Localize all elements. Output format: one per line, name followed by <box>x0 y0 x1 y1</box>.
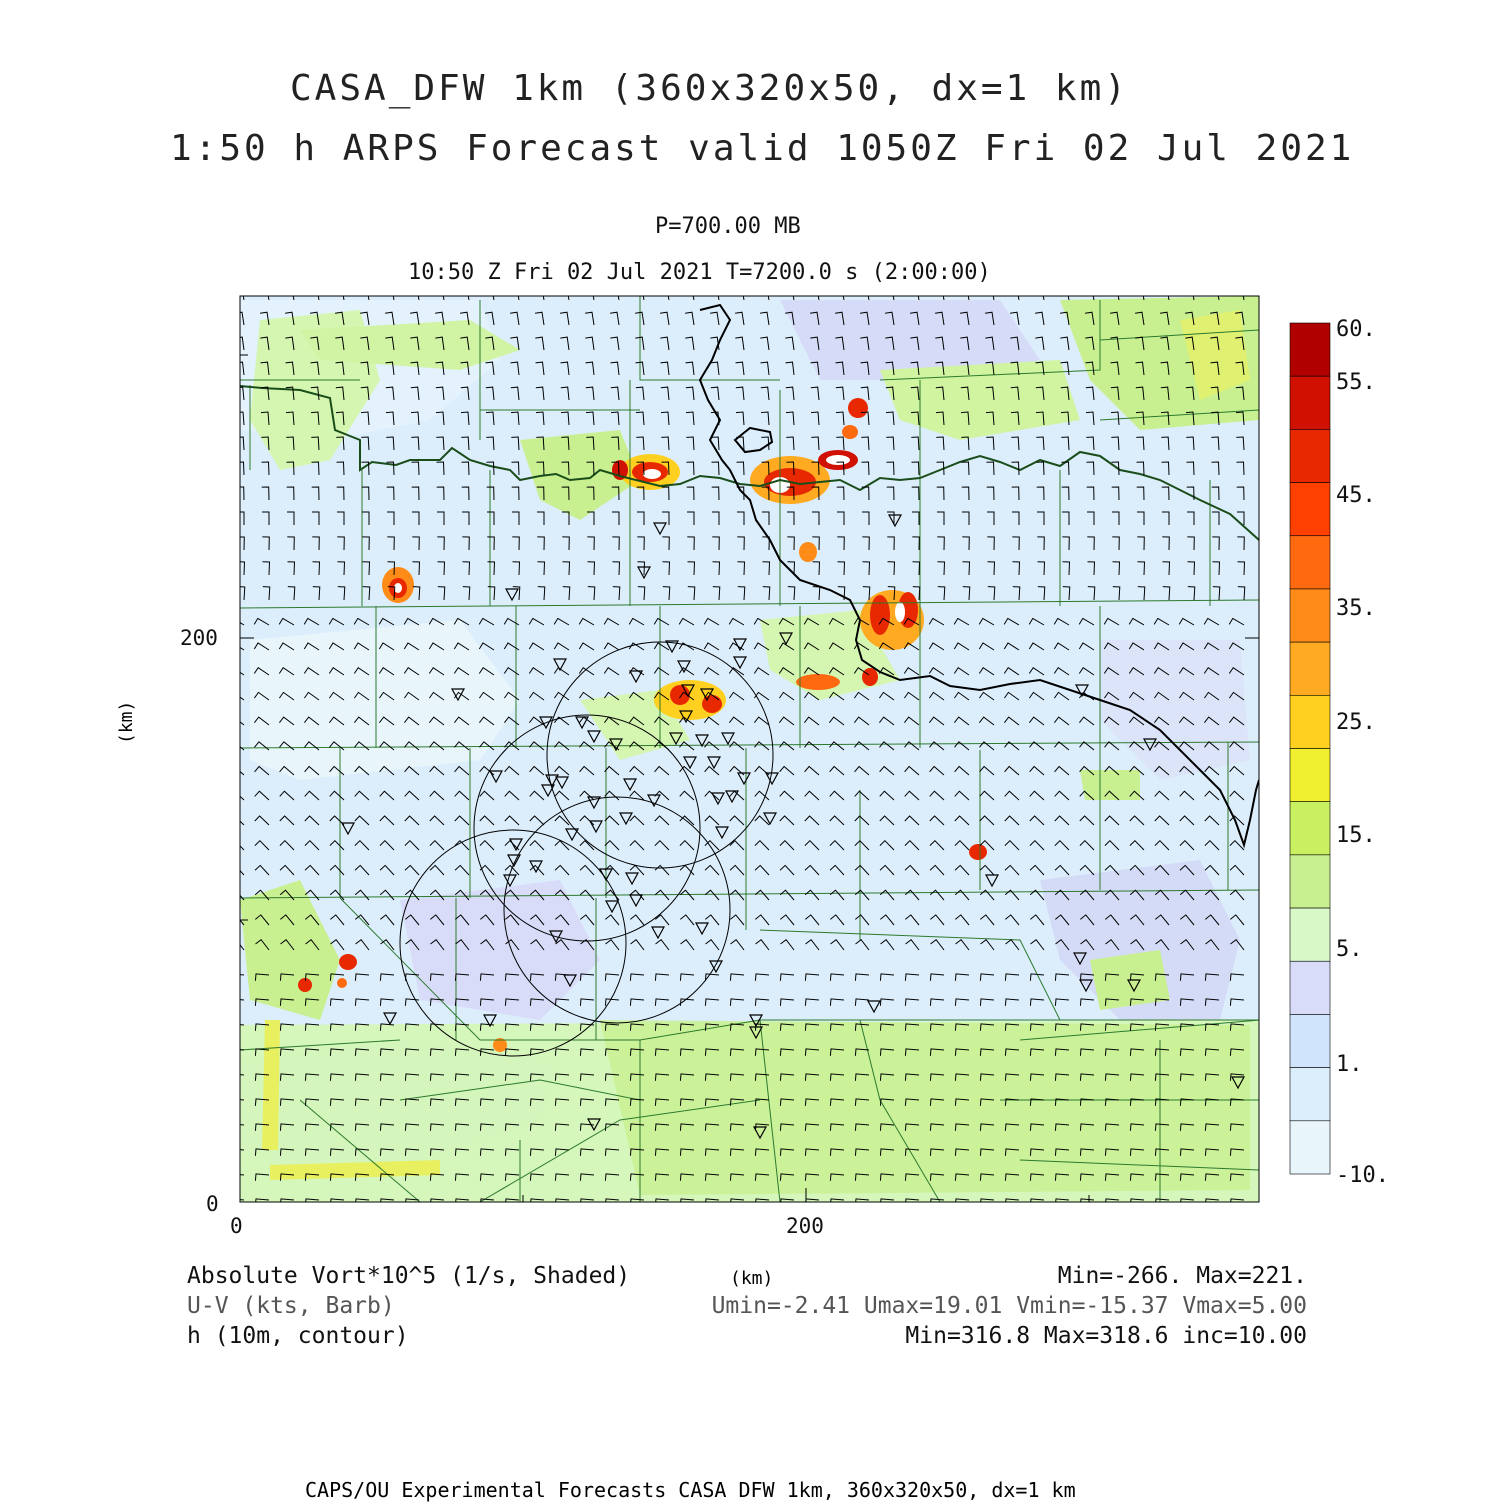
colorbar-swatch <box>1290 483 1330 536</box>
colorbar-label: -10. <box>1336 1163 1389 1188</box>
colorbar-swatch <box>1290 429 1330 482</box>
y-tick-200: 200 <box>180 626 218 650</box>
title-line-2: 1:50 h ARPS Forecast valid 1050Z Fri 02 Jul 2021 <box>170 128 1355 169</box>
colorbar-label: 55. <box>1336 370 1376 395</box>
colorbar-swatch <box>1290 589 1330 642</box>
colorbar <box>1290 317 1389 1188</box>
colorbar-swatch <box>1290 1121 1330 1174</box>
y-axis-label: (km) <box>116 700 137 744</box>
legend-field-3: h (10m, contour) <box>187 1323 409 1349</box>
x-tick-0: 0 <box>230 1214 243 1238</box>
legend-field-3-stats: Min=316.8 Max=318.6 inc=10.00 <box>905 1323 1307 1349</box>
colorbar-swatch <box>1290 749 1330 802</box>
pressure-level: P=700.00 MB <box>655 214 801 239</box>
colorbar-swatch <box>1290 908 1330 961</box>
colorbar-swatch <box>1290 1014 1330 1067</box>
colorbar-swatch <box>1290 376 1330 429</box>
colorbar-label: 1. <box>1336 1052 1363 1077</box>
title-line-1: CASA_DFW 1km (360x320x50, dx=1 km) <box>290 68 1129 109</box>
colorbar-swatch <box>1290 695 1330 748</box>
colorbar-swatch <box>1290 1068 1330 1121</box>
colorbar-swatch <box>1290 961 1330 1014</box>
colorbar-label: 45. <box>1336 483 1376 508</box>
colorbar-swatch <box>1290 642 1330 695</box>
colorbar-swatch <box>1290 855 1330 908</box>
x-tick-200: 200 <box>786 1214 824 1238</box>
colorbar-label: 60. <box>1336 317 1376 342</box>
colorbar-label: 35. <box>1336 596 1376 621</box>
y-tick-0: 0 <box>206 1192 219 1216</box>
colorbar-swatch <box>1290 536 1330 589</box>
x-axis-label: (km) <box>730 1268 774 1289</box>
valid-time: 10:50 Z Fri 02 Jul 2021 T=7200.0 s (2:00:00) <box>408 260 991 285</box>
footer-credit: CAPS/OU Experimental Forecasts CASA DFW 1km, 360x320x50, dx=1 km <box>305 1478 1076 1502</box>
legend-field-1: Absolute Vort*10^5 (1/s, Shaded) <box>187 1263 631 1289</box>
colorbar-label: 25. <box>1336 710 1376 735</box>
legend-field-2-stats: Umin=-2.41 Umax=19.01 Vmin=-15.37 Vmax=5.00 <box>711 1293 1307 1319</box>
colorbar-swatch <box>1290 802 1330 855</box>
colorbar-swatch <box>1290 323 1330 376</box>
colorbar-label: 15. <box>1336 823 1376 848</box>
colorbar-label: 5. <box>1336 937 1363 962</box>
legend-field-2: U-V (kts, Barb) <box>187 1293 395 1319</box>
legend-field-1-stats: Min=-266. Max=221. <box>1057 1263 1307 1289</box>
